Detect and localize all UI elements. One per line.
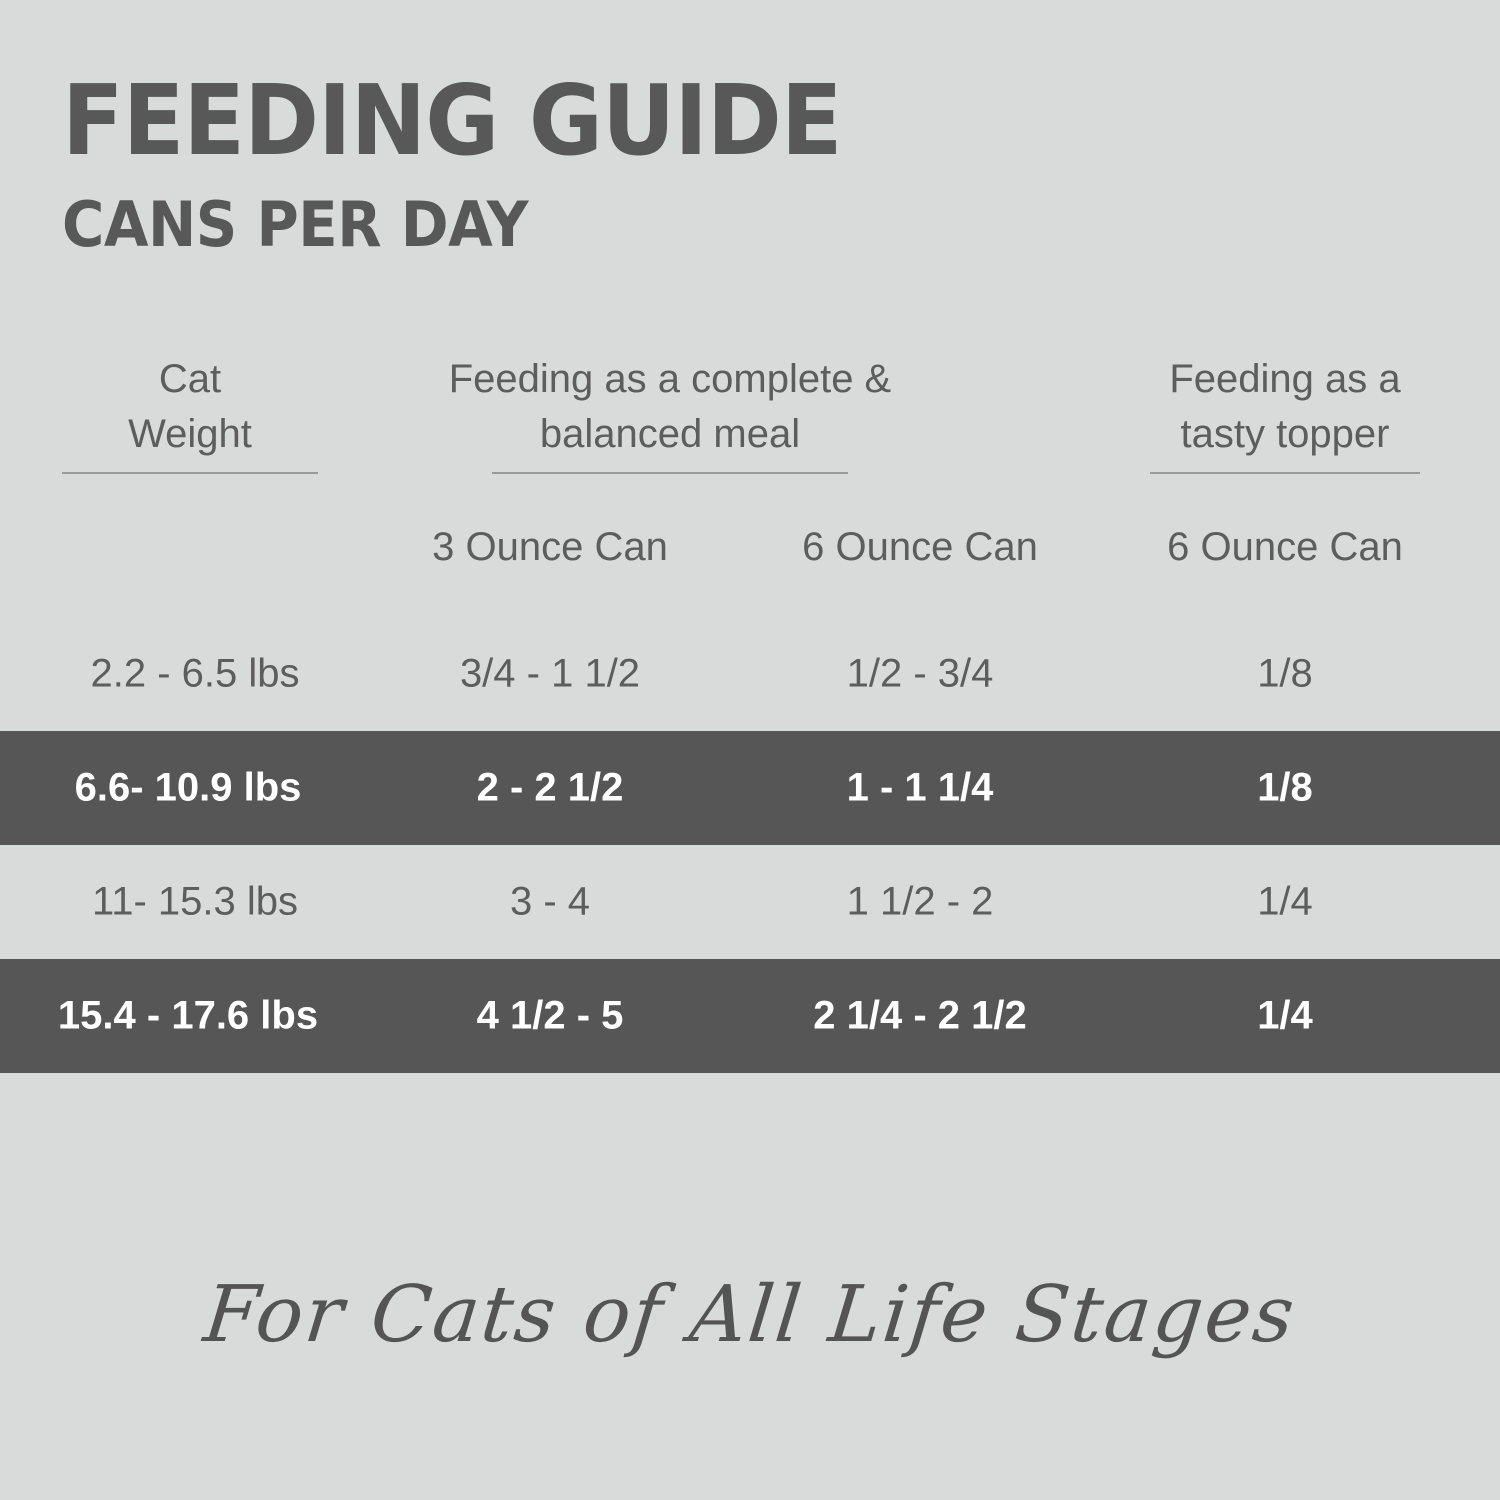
table-row	[0, 617, 1500, 731]
header-tasty-topper-line2: tasty topper	[1180, 412, 1390, 457]
cell-3oz: 4 1/2 - 5	[476, 993, 624, 1038]
header-tasty-topper-line1: Feeding as a	[1169, 357, 1401, 401]
subheader-3-ounce-can: 3 Ounce Can	[432, 525, 668, 569]
header-complete-meal-line2: balanced meal	[539, 412, 801, 457]
cell-6oz: 1 - 1 1/4	[846, 765, 994, 810]
cell-6oz: 1 1/2 - 2	[846, 879, 994, 924]
subheader-6-ounce-can: 6 Ounce Can	[802, 525, 1038, 569]
table-row	[0, 731, 1500, 845]
cell-3oz: 3/4 - 1 1/2	[459, 651, 641, 696]
header-rule-topper	[1150, 472, 1420, 474]
table-subheader-row	[0, 525, 1500, 617]
cell-weight: 11- 15.3 lbs	[91, 879, 299, 924]
footer-tagline: For Cats of All Life Stages	[199, 1270, 1301, 1360]
page-subtitle: CANS PER DAY	[62, 188, 529, 261]
header-cat-weight	[62, 352, 318, 474]
page-title: FEEDING GUIDE	[62, 64, 842, 177]
cell-weight: 2.2 - 6.5 lbs	[90, 651, 300, 696]
cell-topper: 1/8	[1257, 765, 1313, 810]
table-header-row	[0, 340, 1500, 525]
cell-topper: 1/4	[1257, 993, 1313, 1038]
title-block	[62, 64, 900, 261]
cell-topper: 1/8	[1257, 651, 1313, 696]
header-tasty-topper	[1110, 352, 1460, 474]
cell-topper: 1/4	[1257, 879, 1313, 924]
header-rule-meal	[492, 472, 848, 474]
header-rule-weight	[62, 472, 318, 474]
cell-6oz: 1/2 - 3/4	[846, 651, 994, 696]
cell-3oz: 2 - 2 1/2	[476, 765, 624, 810]
cell-3oz: 3 - 4	[509, 879, 591, 924]
table-row	[0, 959, 1500, 1073]
header-cat-weight-line1: Cat	[158, 357, 222, 401]
cell-weight: 15.4 - 17.6 lbs	[57, 993, 319, 1038]
cell-6oz: 2 1/4 - 2 1/2	[813, 993, 1027, 1038]
cell-weight: 6.6- 10.9 lbs	[74, 765, 302, 810]
header-cat-weight-line2: Weight	[128, 412, 252, 457]
header-complete-meal	[430, 352, 910, 474]
feeding-table	[0, 340, 1500, 1073]
subheader-topper-6-ounce-can: 6 Ounce Can	[1167, 525, 1403, 569]
header-complete-meal-line1: Feeding as a complete &	[448, 357, 892, 401]
table-row	[0, 845, 1500, 959]
